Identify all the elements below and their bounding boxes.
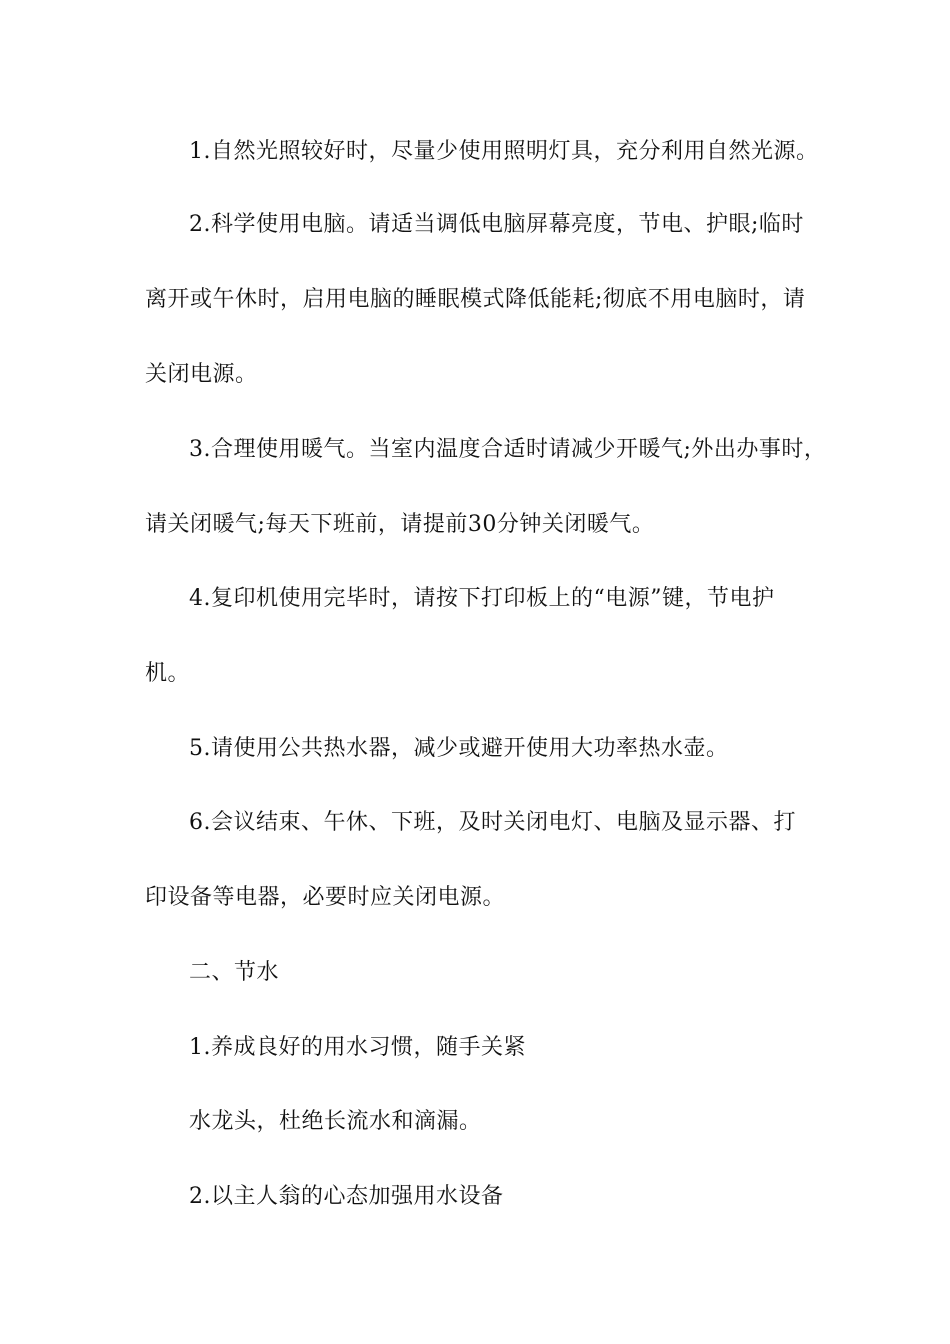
paragraph-line: 1.养成良好的用水习惯，随手关紧 [189,1035,526,1060]
paragraph-line: 离开或午休时，启用电脑的睡眠模式降低能耗;彻底不用电脑时，请 [145,287,806,312]
paragraph-line: 6.会议结束、午休、下班，及时关闭电灯、电脑及显示器、打 [189,810,796,835]
paragraph-line: 5.请使用公共热水器，减少或避开使用大功率热水壶。 [189,736,729,761]
paragraph-line: 4.复印机使用完毕时，请按下打印板上的“电源”键，节电护 [189,586,775,611]
paragraph-line: 2.科学使用电脑。请适当调低电脑屏幕亮度，节电、护眼;临时 [189,212,804,237]
paragraph-line: 机。 [145,661,191,686]
paragraph-line: 关闭电源。 [145,362,258,387]
paragraph-line: 请关闭暖气;每天下班前，请提前30分钟关闭暖气。 [145,512,655,537]
paragraph-line: 2.以主人翁的心态加强用水设备 [189,1184,504,1209]
paragraph-line: 3.合理使用暖气。当室内温度合适时请减少开暖气;外出办事时， [189,437,827,462]
section-heading: 二、节水 [189,960,280,985]
paragraph-line: 水龙头，杜绝长流水和滴漏。 [189,1109,482,1134]
paragraph-line: 1.自然光照较好时，尽量少使用照明灯具，充分利用自然光源。 [189,139,819,164]
paragraph-line: 印设备等电器，必要时应关闭电源。 [145,885,506,910]
